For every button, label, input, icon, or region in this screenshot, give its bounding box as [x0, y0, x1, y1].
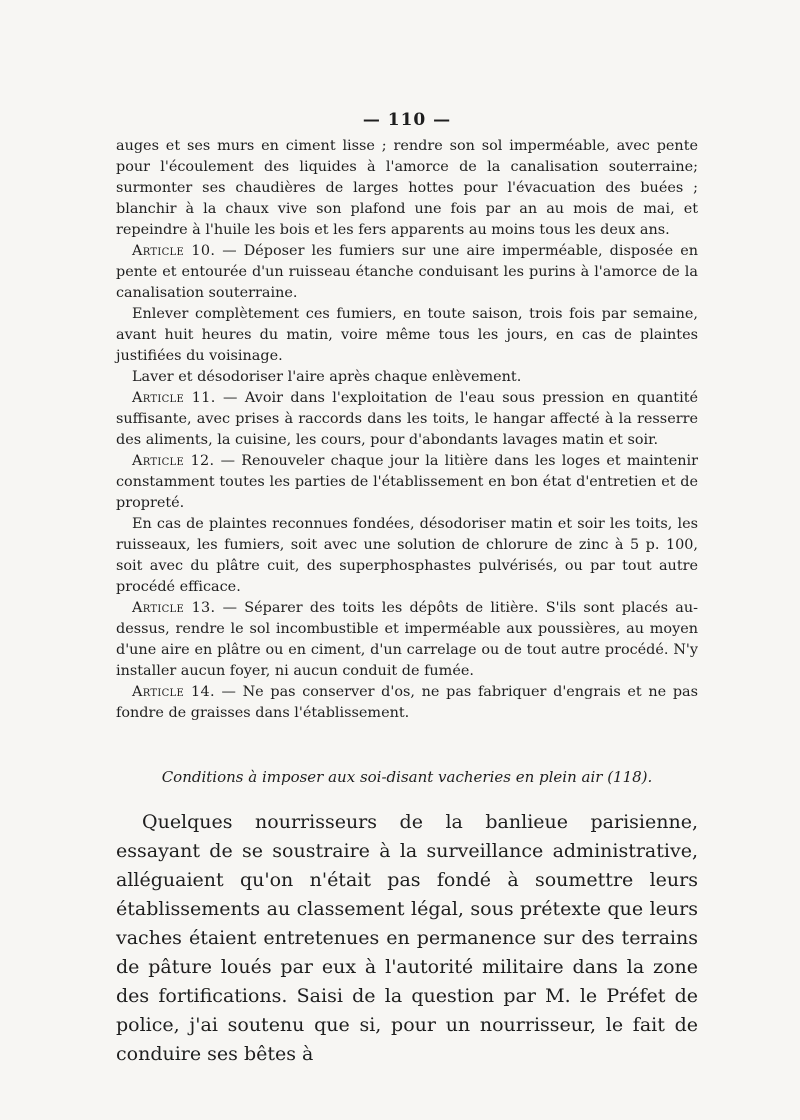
paragraph-text: Enlever complètement ces fumiers, en toute saison, trois fois par semaine, avant huit heures du matin, voire même tous les jours, en cas de plaintes justifiées du voisinage. [116, 306, 698, 364]
page-number: — 110 — [362, 110, 452, 130]
paragraph-text: — Renouveler chaque jour la litière dans les loges et maintenir constamment toutes les parties de l'établissement en bon état d'entretien et de propreté. [116, 453, 699, 511]
paragraph [116, 241, 698, 304]
paragraph [116, 598, 698, 682]
article-label: Article 11. [132, 390, 216, 406]
paragraph-text: Laver et désodoriser l'aire après chaque enlèvement. [132, 369, 522, 385]
article-label: Article 13. [132, 600, 216, 616]
page [116, 110, 698, 1069]
body-text-block [116, 808, 698, 1069]
paragraph [116, 304, 698, 367]
ordinance-text [116, 136, 698, 724]
article-label: Article 12. [132, 453, 215, 469]
paragraph [116, 136, 698, 241]
paragraph-text: — Ne pas conserver d'os, ne pas fabriquer d'engrais et ne pas fondre de graisses dans l'établissement. [116, 684, 699, 721]
body-paragraph: Quelques nourrisseurs de la banlieue parisienne, essayant de se soustraire à la surveillance administrative, alléguaient qu'on n'était pas fondé à soumettre leurs établissements au classement légal, sous prétexte que leurs vaches étaient entretenues en permanence sur des terrains de pâture loués par eux à l'autorité militaire dans la zone des fortifications. Saisi de la question par M. le Préfet de police, j'ai soutenu que si, pour un nourrisseur, le fait de conduire ses bêtes à [116, 811, 698, 1065]
paragraph-text: — Déposer les fumiers sur une aire imperméable, disposée en pente et entourée d'un ruisseau étanche conduisant les purins à l'amorce de la canalisation souterraine. [116, 243, 699, 301]
paragraph-text: auges et ses murs en ciment lisse ; rendre son sol imperméable, avec pente pour l'écoulement des liquides à l'amorce de la canalisation souterraine; surmonter ses chaudières de larges hottes pour l'évacuation des buées ; blanchir à la chaux vive son plafond une fois par an au mois de mai, et repeindre à l'huile les bois et les fers apparents au moins tous les deux ans. [116, 138, 698, 238]
paragraph [116, 451, 698, 514]
paragraph [116, 388, 698, 451]
paragraph-text: En cas de plaintes reconnues fondées, désodoriser matin et soir les toits, les ruisseaux, les fumiers, soit avec une solution de chlorure de zinc à 5 p. 100, soit avec du plâtre cuit, des superphosphastes pulvérisés, ou par tout autre procédé efficace. [116, 516, 698, 595]
paragraph-text: — Séparer des toits les dépôts de litière. S'ils sont placés au-dessus, rendre le sol incombustible et imperméable aux poussières, au moyen d'une aire en plâtre ou en ciment, d'un carrelage ou de tout autre procédé. N'y installer aucun foyer, ni aucun conduit de fumée. [116, 600, 698, 679]
paragraph [116, 514, 698, 598]
paragraph [116, 367, 698, 388]
section-heading: Conditions à imposer aux soi-disant vacheries en plein air (118). [161, 768, 653, 786]
paragraph-text: — Avoir dans l'exploitation de l'eau sous pression en quantité suffisante, avec prises à raccords dans les toits, le hangar affecté à la resserre des aliments, la cuisine, les cours, pour d'abondants lavages matin et soir. [116, 390, 698, 448]
article-label: Article 14. [132, 684, 215, 700]
paragraph [116, 682, 698, 724]
article-label: Article 10. [132, 243, 216, 259]
